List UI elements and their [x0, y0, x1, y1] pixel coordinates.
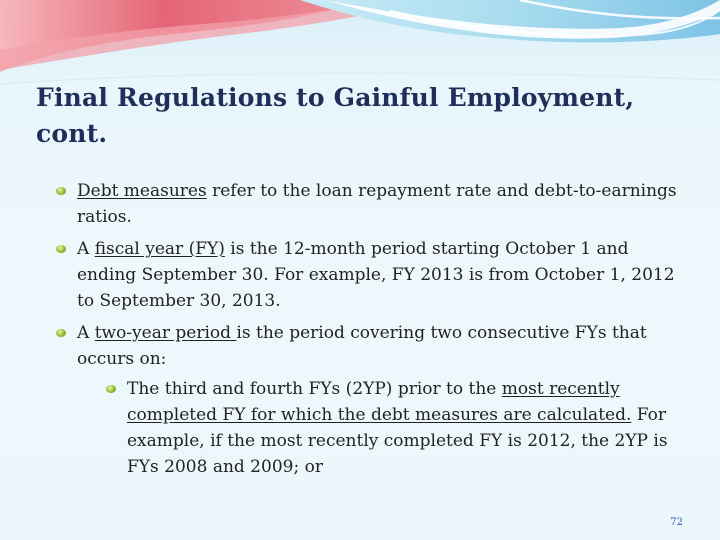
fiscal-year-prefix: A [77, 239, 95, 259]
two-year-period-term: two-year period [94, 323, 237, 343]
bullet-debt-measures [56, 178, 686, 230]
green-bullet-icon [56, 187, 66, 195]
fiscal-year-term: fiscal year (FY) [94, 239, 225, 259]
bullet-two-year-period [56, 320, 686, 480]
bullet-fiscal-year [56, 236, 686, 314]
slide-content [56, 178, 686, 486]
header-wave-decoration [0, 0, 720, 90]
green-bullet-icon [56, 245, 66, 253]
green-bullet-icon [56, 329, 66, 337]
page-number: 72 [670, 517, 683, 528]
subbullet-third-fourth-fy [106, 376, 686, 480]
third-fourth-fy-prefix: The third and fourth FYs (2YP) prior to the [127, 379, 502, 399]
debt-measures-definition: refer to the loan repayment rate and debt-to-earnings ratios. [77, 181, 677, 227]
green-bullet-icon [106, 385, 116, 393]
slide-title: Final Regulations to Gainful Employment, cont. [36, 83, 635, 148]
fiscal-year-definition: is the 12-month period starting October 1 and ending September 30. For example, FY 2013 is from October 1, 2012 to September 30, 2013. [77, 239, 675, 311]
most-recently-completed-fy-term: most recently completed FY for which the debt measures are calculated. [127, 379, 632, 425]
two-year-period-definition: is the period covering two consecutive FYs that occurs on: [77, 323, 647, 369]
two-year-period-prefix: A [77, 323, 95, 343]
third-fourth-fy-example: For example, if the most recently completed FY is 2012, the 2YP is FYs 2008 and 2009; or [127, 405, 668, 477]
debt-measures-term: Debt measures [77, 181, 207, 201]
